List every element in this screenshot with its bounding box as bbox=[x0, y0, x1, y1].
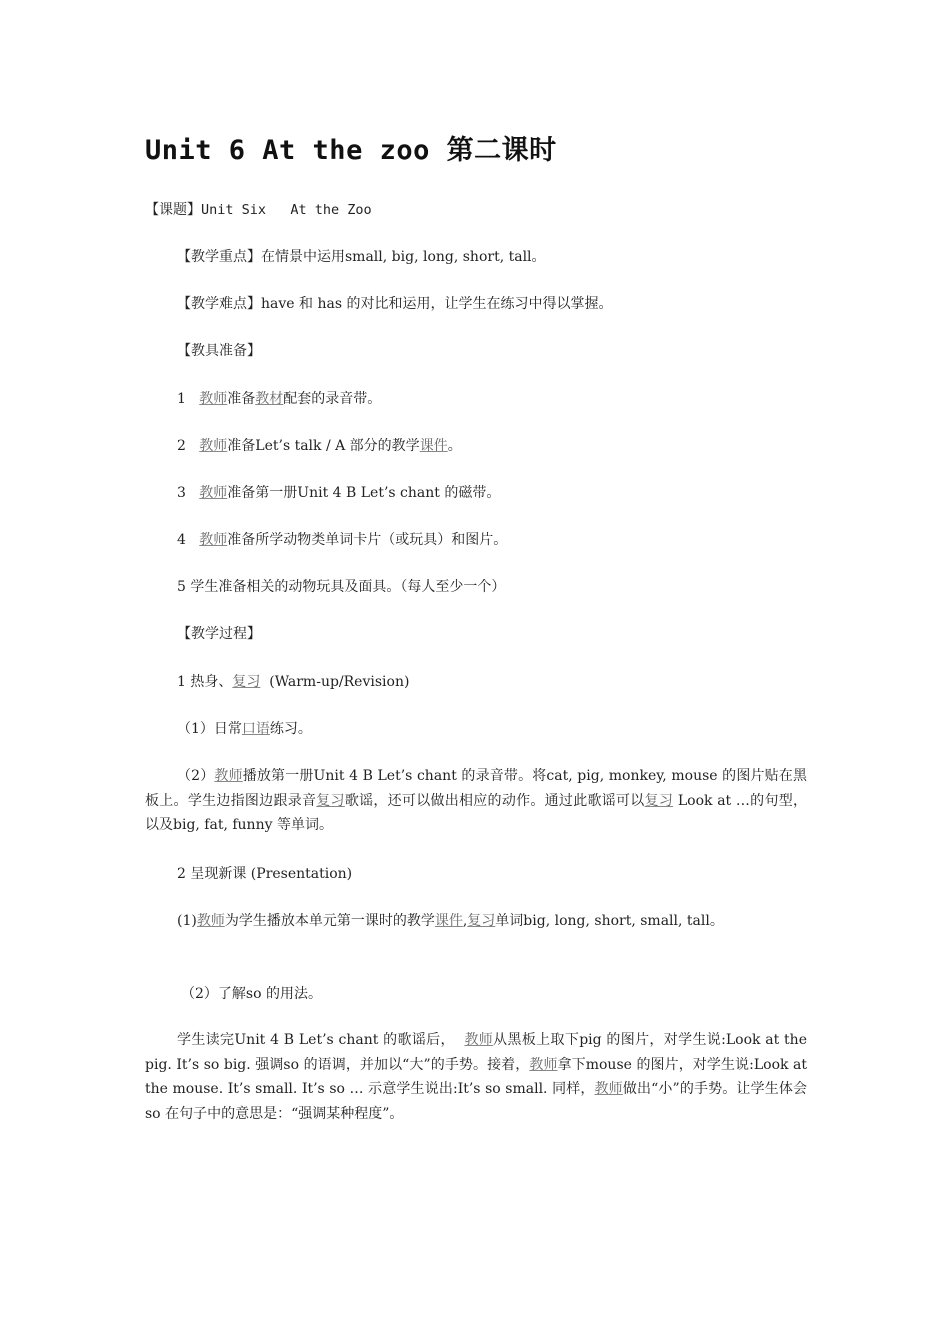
materials-heading: 【教具准备】 bbox=[177, 343, 261, 359]
page-title: Unit 6 At the zoo 第二课时 bbox=[145, 135, 557, 166]
teacher-link[interactable]: 教师 bbox=[199, 485, 228, 501]
para-text: (1) bbox=[177, 913, 197, 929]
item-text: 学生准备相关的动物玩具及面具。（每人至少一个） bbox=[190, 579, 506, 595]
topic-value: Unit Six At the Zoo bbox=[201, 202, 372, 218]
step-1-heading bbox=[177, 670, 409, 694]
para-text: 拿下mouse 的图片，对学生说:Look at the mouse. It’s small. It’s so … 示意学生说出:It’s so small. 同样， bbox=[145, 1056, 808, 1097]
para-text: 播放第一册Unit 4 B Let’s chant 的录音带。将cat, pig, monkey, mouse 的图片贴在黑板上。学生边指图边跟录音 bbox=[145, 768, 807, 809]
para-text: 从黑板上取下pig 的图片，对学生说:Look at the pig. It’s so big. 强调so 的语调，并加以“大”的手势。接着， bbox=[145, 1032, 807, 1073]
courseware-link[interactable]: 课件 bbox=[434, 913, 463, 929]
item-text: 。 bbox=[447, 438, 462, 454]
review-link[interactable]: 复习 bbox=[467, 913, 496, 929]
oral-link[interactable]: 口语 bbox=[241, 721, 270, 737]
step-2-1-paragraph bbox=[145, 909, 807, 934]
step-1-2-paragraph bbox=[145, 764, 807, 838]
process-heading: 【教学过程】 bbox=[177, 626, 261, 642]
step-text: (Warm-up/Revision) bbox=[260, 674, 410, 690]
teacher-link[interactable]: 教师 bbox=[196, 913, 225, 929]
review-link[interactable]: 复习 bbox=[232, 674, 261, 690]
materials-item-2 bbox=[177, 434, 462, 458]
topic-label: 【课题】 bbox=[145, 202, 201, 218]
para-text: 单词big, long, short, small, tall。 bbox=[495, 913, 724, 929]
item-number: 5 bbox=[177, 579, 186, 595]
materials-item-3 bbox=[177, 481, 500, 505]
para-text: Look at …的句型， 以及big, fat, funny 等单词。 bbox=[145, 792, 807, 833]
teacher-link[interactable]: 教师 bbox=[464, 1032, 494, 1048]
courseware-link[interactable]: 课件 bbox=[419, 438, 448, 454]
item-number: 2 bbox=[177, 438, 186, 454]
materials-item-5 bbox=[177, 575, 505, 599]
topic-line bbox=[145, 198, 372, 222]
review-link[interactable]: 复习 bbox=[644, 792, 674, 809]
step-2-3-paragraph bbox=[145, 1028, 807, 1126]
teacher-link[interactable]: 教师 bbox=[199, 391, 228, 407]
item-text: 准备所学动物类单词卡片（或玩具）和图片。 bbox=[227, 532, 508, 548]
step-text: （1）日常 bbox=[177, 721, 242, 737]
item-text: 准备第一册Unit 4 B Let’s chant 的磁带。 bbox=[227, 485, 501, 501]
difficult-points-line bbox=[177, 292, 612, 316]
item-text: 配套的录音带。 bbox=[283, 391, 382, 407]
teacher-link[interactable]: 教师 bbox=[529, 1056, 558, 1073]
para-text: 学生读完Unit 4 B Let’s chant 的歌谣后， bbox=[177, 1032, 465, 1048]
difficult-points-value: have 和 has 的对比和运用，让学生在练习中得以掌握。 bbox=[261, 296, 613, 312]
materials-item-4 bbox=[177, 528, 507, 552]
teacher-link[interactable]: 教师 bbox=[214, 768, 243, 784]
step-text: 1 热身、 bbox=[177, 674, 233, 690]
para-text: 为学生播放本单元第一课时的教学 bbox=[224, 913, 435, 929]
item-number: 3 bbox=[177, 485, 186, 501]
step-2-heading: 2 呈现新课 (Presentation) bbox=[177, 866, 353, 882]
step-2-2: （2）了解so 的用法。 bbox=[181, 986, 322, 1002]
teacher-link[interactable]: 教师 bbox=[594, 1081, 623, 1097]
step-1-1 bbox=[177, 717, 312, 741]
para-text: 歌谣，还可以做出相应的动作。通过此歌谣可以 bbox=[344, 792, 645, 809]
para-text: 做出“小”的手势。让学生体会 so 在句子中的意思是：“强调某种程度”。 bbox=[145, 1081, 808, 1122]
key-points-line bbox=[177, 245, 546, 269]
key-points-label: 【教学重点】 bbox=[177, 249, 261, 265]
item-number: 4 bbox=[177, 532, 186, 548]
textbook-link[interactable]: 教材 bbox=[255, 391, 284, 407]
item-text: 准备 bbox=[227, 391, 256, 407]
item-number: 1 bbox=[177, 391, 186, 407]
materials-item-1 bbox=[177, 387, 381, 411]
key-points-value: 在情景中运用small, big, long, short, tall。 bbox=[261, 249, 546, 265]
step-text: 练习。 bbox=[269, 721, 312, 737]
para-text: , bbox=[462, 913, 468, 929]
teacher-link[interactable]: 教师 bbox=[199, 438, 228, 454]
difficult-points-label: 【教学难点】 bbox=[177, 296, 261, 312]
item-text: 准备Let’s talk / A 部分的教学 bbox=[227, 438, 420, 454]
para-text: （2） bbox=[177, 768, 215, 784]
teacher-link[interactable]: 教师 bbox=[199, 532, 228, 548]
review-link[interactable]: 复习 bbox=[316, 792, 345, 809]
